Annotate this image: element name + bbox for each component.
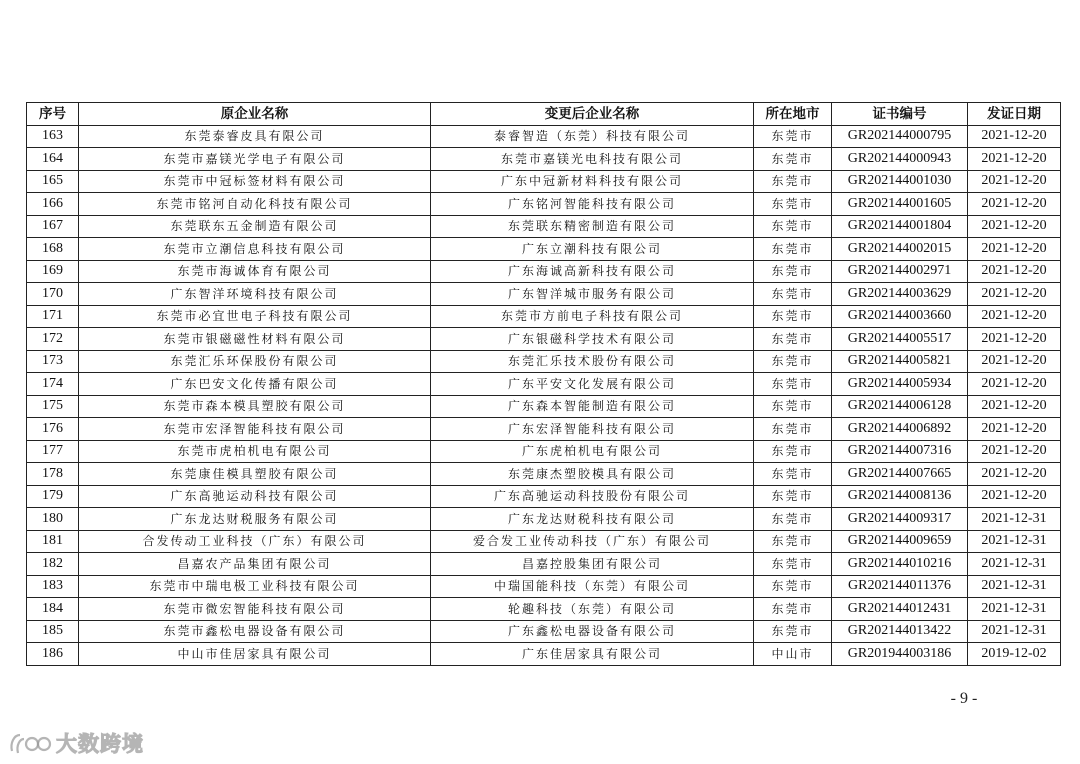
header-original-name: 原企业名称 [79,103,431,126]
cell-new-name: 广东佳居家具有限公司 [431,643,754,666]
cell-city: 东莞市 [754,440,832,463]
cell-index: 169 [27,260,79,283]
cell-index: 173 [27,350,79,373]
cell-issue-date: 2021-12-20 [968,440,1061,463]
cell-certificate-number: GR202144005821 [832,350,968,373]
cell-new-name: 东莞康杰塑胶模具有限公司 [431,463,754,486]
cell-new-name: 中瑞国能科技（东莞）有限公司 [431,575,754,598]
table-row [27,620,1061,643]
cell-new-name: 广东铭河智能科技有限公司 [431,193,754,216]
cell-certificate-number: GR202144008136 [832,485,968,508]
cell-issue-date: 2021-12-20 [968,418,1061,441]
cell-index: 167 [27,215,79,238]
cell-original-name: 东莞市宏泽智能科技有限公司 [79,418,431,441]
cell-issue-date: 2021-12-20 [968,238,1061,261]
cell-original-name: 东莞市森本模具塑胶有限公司 [79,395,431,418]
cell-issue-date: 2021-12-31 [968,508,1061,531]
cell-new-name: 广东高驰运动科技股份有限公司 [431,485,754,508]
cell-new-name: 广东龙达财税科技有限公司 [431,508,754,531]
cell-index: 171 [27,305,79,328]
cell-city: 东莞市 [754,283,832,306]
cell-certificate-number: GR202144001605 [832,193,968,216]
table-row [27,260,1061,283]
cell-issue-date: 2021-12-20 [968,260,1061,283]
table-row [27,598,1061,621]
cell-new-name: 昌嘉控股集团有限公司 [431,553,754,576]
cell-new-name: 广东虎柏机电有限公司 [431,440,754,463]
cell-city: 东莞市 [754,305,832,328]
cell-original-name: 东莞市立潮信息科技有限公司 [79,238,431,261]
table-row [27,575,1061,598]
cell-index: 166 [27,193,79,216]
cell-new-name: 广东海诚高新科技有限公司 [431,260,754,283]
cell-original-name: 东莞市中冠标签材料有限公司 [79,170,431,193]
cell-certificate-number: GR202144009659 [832,530,968,553]
table-row [27,530,1061,553]
cell-new-name: 东莞市嘉镁光电科技有限公司 [431,148,754,171]
table-row [27,418,1061,441]
header-index: 序号 [27,103,79,126]
cell-issue-date: 2021-12-31 [968,553,1061,576]
cell-city: 东莞市 [754,575,832,598]
cell-city: 东莞市 [754,598,832,621]
cell-certificate-number: GR202144002015 [832,238,968,261]
header-issue-date: 发证日期 [968,103,1061,126]
cell-new-name: 广东银磁科学技术有限公司 [431,328,754,351]
table-row [27,238,1061,261]
cell-city: 东莞市 [754,260,832,283]
cell-certificate-number: GR202144003660 [832,305,968,328]
cell-new-name: 泰睿智造（东莞）科技有限公司 [431,125,754,148]
cell-city: 东莞市 [754,463,832,486]
cell-certificate-number: GR202144002971 [832,260,968,283]
cell-issue-date: 2021-12-20 [968,125,1061,148]
table-row [27,395,1061,418]
cell-issue-date: 2021-12-20 [968,148,1061,171]
cell-new-name: 广东立潮科技有限公司 [431,238,754,261]
header-city: 所在地市 [754,103,832,126]
cell-original-name: 东莞市银磁磁性材料有限公司 [79,328,431,351]
cell-certificate-number: GR202144013422 [832,620,968,643]
cell-city: 东莞市 [754,193,832,216]
cell-issue-date: 2021-12-20 [968,305,1061,328]
table-row [27,215,1061,238]
cell-index: 174 [27,373,79,396]
cell-new-name: 东莞市方前电子科技有限公司 [431,305,754,328]
cell-city: 东莞市 [754,350,832,373]
cell-new-name: 广东智洋城市服务有限公司 [431,283,754,306]
cell-city: 东莞市 [754,215,832,238]
cell-original-name: 东莞市海诚体育有限公司 [79,260,431,283]
header-new-name: 变更后企业名称 [431,103,754,126]
table-row [27,553,1061,576]
cell-index: 185 [27,620,79,643]
cell-certificate-number: GR202144006128 [832,395,968,418]
cell-original-name: 东莞市嘉镁光学电子有限公司 [79,148,431,171]
cell-new-name: 广东森本智能制造有限公司 [431,395,754,418]
cell-original-name: 东莞康佳模具塑胶有限公司 [79,463,431,486]
cell-certificate-number: GR202144011376 [832,575,968,598]
cell-new-name: 广东宏泽智能科技有限公司 [431,418,754,441]
table-row [27,283,1061,306]
cell-index: 183 [27,575,79,598]
cell-new-name: 轮趣科技（东莞）有限公司 [431,598,754,621]
cell-certificate-number: GR202144003629 [832,283,968,306]
table-body [27,125,1061,665]
cell-city: 东莞市 [754,553,832,576]
cell-certificate-number: GR202144000795 [832,125,968,148]
cell-original-name: 东莞市微宏智能科技有限公司 [79,598,431,621]
table-row [27,463,1061,486]
table-row [27,193,1061,216]
cell-original-name: 广东智洋环境科技有限公司 [79,283,431,306]
cell-city: 东莞市 [754,418,832,441]
cell-original-name: 广东巴安文化传播有限公司 [79,373,431,396]
cell-original-name: 东莞市鑫松电器设备有限公司 [79,620,431,643]
cell-index: 175 [27,395,79,418]
cell-certificate-number: GR202144007665 [832,463,968,486]
cell-city: 中山市 [754,643,832,666]
cell-index: 170 [27,283,79,306]
cell-city: 东莞市 [754,170,832,193]
cell-index: 179 [27,485,79,508]
cell-original-name: 东莞市必宜世电子科技有限公司 [79,305,431,328]
cell-issue-date: 2021-12-20 [968,395,1061,418]
cell-original-name: 东莞联东五金制造有限公司 [79,215,431,238]
cell-index: 163 [27,125,79,148]
watermark [8,728,144,758]
watermark-text: 大数跨境 [56,732,144,756]
cell-original-name: 广东龙达财税服务有限公司 [79,508,431,531]
cell-new-name: 广东中冠新材料科技有限公司 [431,170,754,193]
cell-index: 182 [27,553,79,576]
table-row [27,485,1061,508]
cell-original-name: 东莞市铭河自动化科技有限公司 [79,193,431,216]
table-row [27,508,1061,531]
cell-certificate-number: GR202144001030 [832,170,968,193]
cell-certificate-number: GR202144010216 [832,553,968,576]
cell-issue-date: 2021-12-20 [968,373,1061,396]
cell-certificate-number: GR202144005517 [832,328,968,351]
cell-original-name: 东莞汇乐环保股份有限公司 [79,350,431,373]
header-certificate-number: 证书编号 [832,103,968,126]
cell-issue-date: 2021-12-20 [968,463,1061,486]
table-row [27,305,1061,328]
cell-index: 178 [27,463,79,486]
table-row [27,373,1061,396]
cell-certificate-number: GR202144012431 [832,598,968,621]
cell-certificate-number: GR202144009317 [832,508,968,531]
cell-city: 东莞市 [754,485,832,508]
cell-issue-date: 2021-12-20 [968,193,1061,216]
logo-icon [8,729,52,757]
table-row [27,170,1061,193]
cell-issue-date: 2021-12-31 [968,598,1061,621]
cell-issue-date: 2021-12-31 [968,530,1061,553]
cell-index: 184 [27,598,79,621]
cell-issue-date: 2021-12-20 [968,170,1061,193]
table-row [27,125,1061,148]
cell-new-name: 东莞汇乐技术股份有限公司 [431,350,754,373]
cell-city: 东莞市 [754,328,832,351]
cell-index: 165 [27,170,79,193]
cell-issue-date: 2021-12-20 [968,215,1061,238]
cell-certificate-number: GR201944003186 [832,643,968,666]
cell-new-name: 爱合发工业传动科技（广东）有限公司 [431,530,754,553]
cell-issue-date: 2021-12-20 [968,283,1061,306]
cell-original-name: 合发传动工业科技（广东）有限公司 [79,530,431,553]
cell-index: 168 [27,238,79,261]
cell-index: 181 [27,530,79,553]
cell-original-name: 东莞市虎柏机电有限公司 [79,440,431,463]
cell-issue-date: 2019-12-02 [968,643,1061,666]
table-row [27,328,1061,351]
cell-city: 东莞市 [754,148,832,171]
cell-city: 东莞市 [754,373,832,396]
table-row [27,148,1061,171]
cell-city: 东莞市 [754,125,832,148]
cell-certificate-number: GR202144000943 [832,148,968,171]
cell-index: 186 [27,643,79,666]
cell-original-name: 昌嘉农产品集团有限公司 [79,553,431,576]
cell-index: 172 [27,328,79,351]
cell-issue-date: 2021-12-20 [968,350,1061,373]
cell-new-name: 广东鑫松电器设备有限公司 [431,620,754,643]
cell-original-name: 东莞泰睿皮具有限公司 [79,125,431,148]
cell-certificate-number: GR202144001804 [832,215,968,238]
cell-original-name: 广东高驰运动科技有限公司 [79,485,431,508]
cell-original-name: 东莞市中瑞电极工业科技有限公司 [79,575,431,598]
cell-index: 177 [27,440,79,463]
cell-city: 东莞市 [754,238,832,261]
cell-issue-date: 2021-12-20 [968,328,1061,351]
cell-certificate-number: GR202144007316 [832,440,968,463]
cell-issue-date: 2021-12-20 [968,485,1061,508]
cell-original-name: 中山市佳居家具有限公司 [79,643,431,666]
cell-index: 176 [27,418,79,441]
table-row [27,440,1061,463]
table-row [27,643,1061,666]
cell-city: 东莞市 [754,620,832,643]
cell-new-name: 广东平安文化发展有限公司 [431,373,754,396]
certificate-table [26,102,1061,666]
cell-issue-date: 2021-12-31 [968,620,1061,643]
table-header-row [27,103,1061,126]
table-row [27,350,1061,373]
cell-index: 180 [27,508,79,531]
cell-city: 东莞市 [754,530,832,553]
cell-issue-date: 2021-12-31 [968,575,1061,598]
cell-city: 东莞市 [754,395,832,418]
page-number: - 9 - [950,690,978,707]
cell-certificate-number: GR202144005934 [832,373,968,396]
cell-new-name: 东莞联东精密制造有限公司 [431,215,754,238]
cell-city: 东莞市 [754,508,832,531]
cell-index: 164 [27,148,79,171]
cell-certificate-number: GR202144006892 [832,418,968,441]
